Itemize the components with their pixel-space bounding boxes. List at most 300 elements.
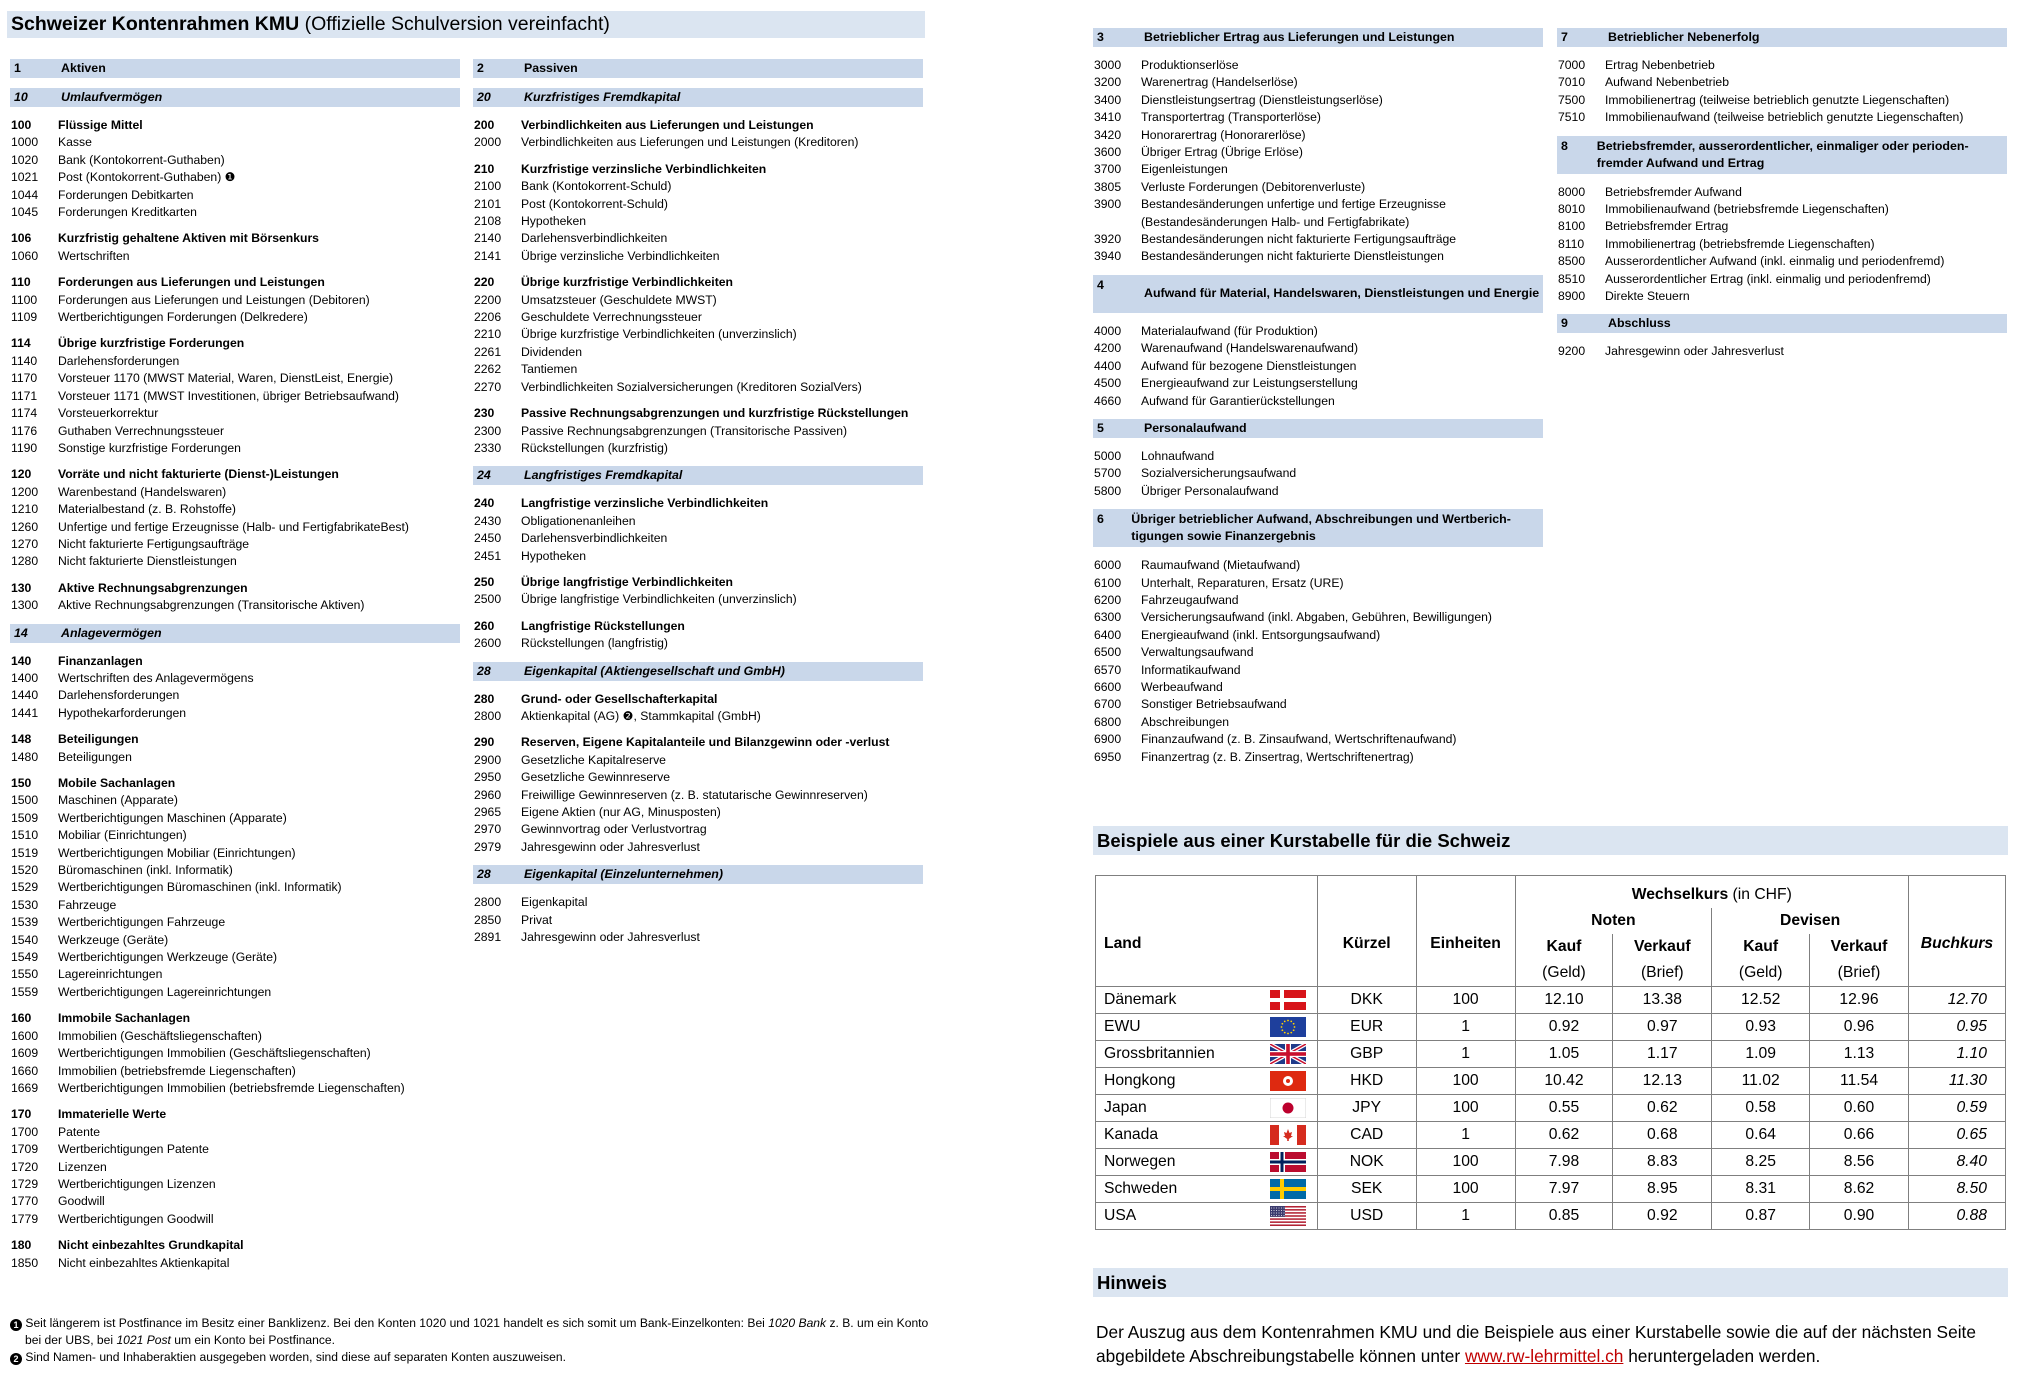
account-group (473, 618, 923, 653)
devisen-verkauf: 1.13 (1810, 1041, 1909, 1068)
account-number: 8900 (1558, 289, 1586, 304)
account-number: 7000 (1558, 58, 1586, 72)
currency-code: SEK (1317, 1176, 1416, 1203)
flag-cell (1259, 1095, 1317, 1122)
account-group-title: Mobile Sachanlagen (58, 776, 176, 790)
account-group-header (473, 734, 923, 751)
account-group (10, 580, 460, 615)
account-row (10, 388, 460, 405)
account-group-number: 120 (11, 467, 32, 482)
account-number: 1509 (11, 810, 39, 825)
account-group-header (473, 574, 923, 591)
account-name: Darlehensverbindlichkeiten (521, 531, 668, 546)
footnotes (10, 1315, 930, 1366)
account-number: 2900 (474, 752, 502, 767)
account-group-title: Nicht einbezahltes Grundkapital (58, 1238, 244, 1253)
devisen-kauf: 8.25 (1712, 1149, 1810, 1176)
account-name: Vorsteuer 1170 (MWST Material, Waren, DienstLeist, Energie) (58, 371, 394, 386)
account-name: Wertschriften des Anlagevermögens (58, 670, 254, 685)
account-row (473, 361, 923, 378)
account-name: Bestandesänderungen nicht fakturierte Dienstleistungen (1141, 249, 1444, 264)
account-name: Immobilienertrag (betriebsfremde Liegenschaften) (1605, 236, 1875, 251)
account-name: Wertschriften (58, 248, 130, 263)
account-name: Produktionserlöse (1141, 58, 1239, 72)
account-group-header (10, 731, 460, 748)
account-name: (Bestandesänderungen Halb- und Fertigfabrikate) (1141, 214, 1410, 229)
noten-verkauf: 0.62 (1613, 1095, 1712, 1122)
account-group-number: 100 (11, 118, 32, 132)
account-name: Übriger Personalaufwand (1141, 483, 1279, 498)
section-title: Betrieblicher Ertrag aus Lieferungen und Leistungen (1144, 30, 1455, 44)
flag-cell (1259, 1068, 1317, 1095)
account-row (10, 1211, 460, 1228)
account-row (10, 440, 460, 457)
account-number: 1140 (11, 353, 38, 368)
account-group-title: Reserven, Eigene Kapitalanteile und Bilanzgewinn oder -verlust (521, 735, 890, 750)
account-name: Kasse (58, 135, 92, 150)
account-number: 6200 (1094, 592, 1122, 607)
account-number: 3920 (1094, 232, 1122, 247)
account-row (473, 787, 923, 804)
noten-kauf: 0.85 (1515, 1203, 1613, 1230)
account-name: Unterhalt, Reparaturen, Ersatz (URE) (1141, 575, 1344, 590)
noten-verkauf: 8.83 (1613, 1149, 1712, 1176)
account-group-number: 250 (474, 574, 495, 589)
account-row (473, 230, 923, 247)
account-number: 6100 (1094, 575, 1122, 590)
account-name: Wertberichtigungen Immobilien (Geschäftsliegenschaften) (58, 1046, 371, 1061)
account-row (10, 1028, 460, 1045)
account-row (1557, 92, 2007, 109)
account-row (10, 1193, 460, 1210)
account-number: 1850 (11, 1255, 39, 1270)
account-row (473, 423, 923, 440)
account-group (10, 653, 460, 723)
section-number: 1 (14, 61, 21, 75)
header-wechselkurs (1515, 876, 1908, 909)
account-name: Versicherungsaufwand (inkl. Abgaben, Gebühren, Bewilligungen) (1141, 610, 1492, 625)
account-row (10, 484, 460, 501)
currency-code: USD (1317, 1203, 1416, 1230)
account-group-header (473, 117, 923, 134)
account-row (10, 1080, 460, 1097)
flag-cell (1259, 1149, 1317, 1176)
noten-verkauf: 8.95 (1613, 1176, 1712, 1203)
account-row (10, 862, 460, 879)
account-row (10, 984, 460, 1001)
account-group-number: 220 (474, 275, 495, 290)
account-row (473, 769, 923, 786)
buchkurs: 0.95 (1908, 1014, 2005, 1041)
account-group (10, 117, 460, 221)
table-row (1096, 1149, 2006, 1176)
account-group-header (10, 1237, 460, 1254)
page-title (7, 11, 925, 38)
account-number: 2850 (474, 912, 502, 927)
flag-eu-icon (1270, 1017, 1306, 1037)
account-group-title: Übrige kurzfristige Forderungen (58, 336, 245, 351)
account-name: Hypothekarforderungen (58, 705, 187, 720)
devisen-verkauf: 8.62 (1810, 1176, 1909, 1203)
account-group (10, 775, 460, 1001)
account-name: Hypotheken (521, 548, 587, 563)
account-group-title: Immobile Sachanlagen (58, 1011, 191, 1026)
account-number: 1200 (11, 484, 39, 499)
flag-se-icon (1270, 1179, 1306, 1199)
account-number: 1700 (11, 1124, 39, 1139)
section-number: 20 (477, 90, 491, 104)
buchkurs: 12.70 (1908, 987, 2005, 1014)
account-name: Rückstellungen (langfristig) (521, 636, 668, 651)
noten-kauf: 0.62 (1515, 1122, 1613, 1149)
units: 100 (1416, 1068, 1515, 1095)
account-group-number: 230 (474, 406, 495, 421)
account-row (10, 169, 460, 186)
account-row (10, 687, 460, 704)
account-name: Wertberichtigungen Maschinen (Apparate) (58, 810, 287, 825)
account-number: 2450 (474, 531, 502, 546)
account-row (10, 966, 460, 983)
account-name: Geschuldete Verrechnungssteuer (521, 310, 702, 325)
account-number: 1171 (11, 388, 38, 403)
section-number: 10 (14, 90, 28, 104)
account-group-header (473, 274, 923, 291)
account-row (10, 405, 460, 422)
account-number: 8510 (1558, 271, 1586, 286)
account-row (1093, 127, 1543, 144)
account-group-number: 130 (11, 580, 32, 595)
account-name: Obligationenanleihen (521, 513, 636, 528)
account-name: Nicht fakturierte Dienstleistungen (58, 554, 237, 569)
account-group-title: Aktive Rechnungsabgrenzungen (58, 580, 248, 595)
account-name: Materialaufwand (für Produktion) (1141, 323, 1318, 338)
account-row (473, 548, 923, 565)
account-number: 7510 (1558, 110, 1586, 125)
account-row (1093, 179, 1543, 196)
hinweis-link[interactable]: www.rw-lehrmittel.ch (1464, 1346, 1624, 1366)
section-bar (1093, 419, 1543, 438)
account-name: Raumaufwand (Mietaufwand) (1141, 558, 1301, 573)
devisen-kauf: 11.02 (1712, 1068, 1810, 1095)
account-group-number: 106 (11, 231, 32, 246)
account-row (1093, 696, 1543, 713)
account-name: Übrige kurzfristige Verbindlichkeiten (unverzinslich) (521, 327, 797, 342)
account-name: Aktienkapital (AG) ❷, Stammkapital (GmbH) (521, 708, 761, 723)
account-group-header (10, 335, 460, 352)
country-name: Norwegen (1096, 1149, 1260, 1176)
account-name: Darlehensforderungen (58, 353, 180, 368)
devisen-kauf: 0.64 (1712, 1122, 1810, 1149)
noten-verkauf: 0.68 (1613, 1122, 1712, 1149)
account-number: 1520 (11, 863, 39, 878)
country-name: Japan (1096, 1095, 1260, 1122)
account-number: 1174 (11, 406, 38, 421)
account-number: 3410 (1094, 110, 1122, 125)
account-row (473, 326, 923, 343)
hinweis-heading: Hinweis (1093, 1268, 2008, 1297)
account-number: 1480 (11, 749, 39, 764)
account-number: 1100 (11, 292, 38, 307)
flag-dk-icon (1270, 990, 1306, 1010)
country-name: Schweden (1096, 1176, 1260, 1203)
account-row (1093, 214, 1543, 231)
account-group (473, 574, 923, 609)
section-title: Kurzfristiges Fremdkapital (524, 90, 681, 104)
account-row (1093, 483, 1543, 500)
table-row (1096, 1122, 2006, 1149)
flag-cell (1259, 987, 1317, 1014)
account-number: 1669 (11, 1080, 39, 1095)
account-group-number: 240 (474, 496, 495, 511)
section-number: 3 (1097, 30, 1104, 44)
account-number: 6400 (1094, 627, 1122, 642)
account-name: Lizenzen (58, 1159, 107, 1174)
section-title: Aufwand für Material, Handelswaren, Dienstleistungen und Energie (1144, 286, 1540, 301)
account-number: 1540 (11, 932, 39, 947)
account-number: 5700 (1094, 466, 1122, 481)
footnote-1-text-d: 1021 Post (116, 1333, 171, 1347)
account-name: Abschreibungen (1141, 714, 1230, 729)
section-number: 5 (1097, 420, 1104, 435)
currency-code: DKK (1317, 987, 1416, 1014)
account-name: Energieaufwand zur Leistungserstellung (1141, 376, 1358, 391)
section-bar (1093, 275, 1543, 313)
account-row (1093, 358, 1543, 375)
noten-verkauf: 0.97 (1613, 1014, 1712, 1041)
account-number: 6950 (1094, 749, 1122, 764)
account-row (1557, 236, 2007, 253)
section-number: 14 (14, 625, 28, 640)
account-row (473, 178, 923, 195)
account-name: Verbindlichkeiten Sozialversicherungen (Kreditoren SozialVers) (521, 379, 862, 394)
account-row (1093, 248, 1543, 265)
account-name: Tantiemen (521, 362, 578, 377)
account-name: Gewinnvortrag oder Verlustvortrag (521, 822, 707, 837)
account-group-title: Übrige langfristige Verbindlichkeiten (521, 574, 733, 589)
account-row (1557, 218, 2007, 235)
account-group-number: 260 (474, 618, 495, 633)
account-number: 4400 (1094, 358, 1122, 373)
footnote-marker-2: 2 (10, 1353, 22, 1365)
account-number: 1530 (11, 897, 39, 912)
account-group (10, 335, 460, 457)
section-number: 24 (477, 468, 491, 483)
column-abschluss (1557, 28, 2007, 370)
account-name: Jahresgewinn oder Jahresverlust (521, 930, 700, 945)
account-number: 2330 (474, 440, 502, 455)
account-group (1557, 57, 2007, 127)
account-row (473, 344, 923, 361)
account-name: Gesetzliche Kapitalreserve (521, 752, 666, 767)
section-bar (473, 88, 923, 107)
account-row (10, 370, 460, 387)
account-row (473, 248, 923, 265)
header-einheiten: Einheiten (1416, 876, 1515, 987)
account-number: 3700 (1094, 162, 1122, 177)
account-group (10, 466, 460, 570)
account-name: Immobilien (betriebsfremde Liegenschaften) (58, 1063, 296, 1078)
account-number: 2108 (474, 214, 502, 229)
country-name: Grossbritannien (1096, 1041, 1260, 1068)
account-name: Aufwand für Garantierückstellungen (1141, 393, 1335, 408)
account-number: 3200 (1094, 75, 1122, 90)
page-title-sub: (Offizielle Schulversion vereinfacht) (299, 13, 610, 35)
account-row (10, 204, 460, 221)
account-number: 2600 (474, 636, 502, 651)
noten-kauf: 7.97 (1515, 1176, 1613, 1203)
devisen-verkauf: 12.96 (1810, 987, 1909, 1014)
account-name: Darlehensforderungen (58, 688, 180, 703)
account-number: 2979 (474, 839, 502, 854)
account-row (1093, 714, 1543, 731)
account-number: 1609 (11, 1046, 39, 1061)
account-name: Guthaben Verrechnungssteuer (58, 423, 225, 438)
account-row (1093, 196, 1543, 213)
account-row (10, 536, 460, 553)
account-number: 4660 (1094, 393, 1122, 408)
account-group-number: 210 (474, 161, 495, 176)
header-noten: Noten (1515, 908, 1712, 934)
table-row (1096, 1095, 2006, 1122)
account-row (1557, 201, 2007, 218)
account-number: 1260 (11, 519, 39, 534)
account-group (473, 894, 923, 946)
account-number: 2800 (474, 895, 502, 910)
account-row (1093, 557, 1543, 574)
account-number: 3420 (1094, 127, 1122, 142)
table-row (1096, 1068, 2006, 1095)
account-number: 1210 (11, 502, 39, 517)
account-number: 3000 (1094, 58, 1122, 72)
page-title-main: Schweizer Kontenrahmen KMU (11, 13, 300, 35)
account-number: 2100 (474, 179, 502, 194)
account-group-header (473, 691, 923, 708)
buchkurs: 8.40 (1908, 1149, 2005, 1176)
table-row (1096, 1041, 2006, 1068)
account-number: 2430 (474, 513, 502, 528)
account-number: 1109 (11, 310, 38, 325)
account-row (10, 670, 460, 687)
account-number: 4000 (1094, 323, 1122, 338)
account-name: Warenbestand (Handelswaren) (58, 484, 227, 499)
currency-code: EUR (1317, 1014, 1416, 1041)
account-group-number: 290 (474, 735, 495, 750)
account-row (1093, 323, 1543, 340)
account-group-header (10, 230, 460, 247)
account-name: Bestandesänderungen unfertige und fertige Erzeugnisse (1141, 197, 1446, 212)
account-row (1093, 627, 1543, 644)
account-name: Forderungen Debitkarten (58, 187, 194, 202)
noten-kauf: 0.55 (1515, 1095, 1613, 1122)
account-name: Immobilienaufwand (betriebsfremde Liegenschaften) (1605, 202, 1889, 217)
devisen-verkauf: 0.96 (1810, 1014, 1909, 1041)
account-name: Fahrzeuge (58, 897, 117, 912)
account-number: 3600 (1094, 145, 1122, 160)
account-row (1093, 592, 1543, 609)
section-title: Aktiven (61, 61, 106, 75)
account-number: 2500 (474, 592, 502, 607)
account-name: Finanzertrag (z. B. Zinsertrag, Wertschriftenertrag) (1141, 749, 1414, 764)
account-row (1093, 679, 1543, 696)
section-title: Übriger betrieblicher Aufwand, Abschreibungen und Wertberich-tigungen sowie Finanzergebnis (1131, 512, 1511, 544)
account-row (1093, 109, 1543, 126)
account-name: Dividenden (521, 344, 582, 359)
account-name: Wertberichtigungen Immobilien (betriebsfremde Liegenschaften) (58, 1080, 405, 1095)
section-bar (1557, 136, 2007, 174)
account-number: 2965 (474, 805, 502, 819)
account-name: Energieaufwand (inkl. Entsorgungsaufwand) (1141, 627, 1381, 642)
section-title: Eigenkapital (Aktiengesellschaft und GmbH) (524, 663, 785, 678)
account-row (1093, 731, 1543, 748)
account-group-header (10, 466, 460, 483)
account-group (10, 1237, 460, 1272)
account-row (10, 152, 460, 169)
currency-code: JPY (1317, 1095, 1416, 1122)
table-row (1096, 1014, 2006, 1041)
account-row (1093, 393, 1543, 410)
account-row (1093, 231, 1543, 248)
account-number: 4200 (1094, 341, 1122, 356)
column-passiven (473, 59, 923, 955)
section-title: Betrieblicher Nebenerfolg (1608, 30, 1760, 44)
account-name: Eigene Aktien (nur AG, Minusposten) (521, 805, 721, 819)
account-row (473, 752, 923, 769)
account-group (473, 274, 923, 396)
account-row (10, 1045, 460, 1062)
country-name: Kanada (1096, 1122, 1260, 1149)
flag-jp-icon (1270, 1098, 1306, 1118)
footnote-1-text-e: um ein Konto bei Postfinance. (170, 1333, 335, 1347)
account-row (1093, 161, 1543, 178)
account-row (1093, 375, 1543, 392)
account-group-number: 200 (474, 118, 495, 132)
account-row (473, 821, 923, 838)
account-name: Dienstleistungsertrag (Dienstleistungserlöse) (1141, 92, 1383, 107)
account-name: Jahresgewinn oder Jahresverlust (1605, 344, 1784, 359)
account-row (10, 1063, 460, 1080)
footnote-2-text: Sind Namen- und Inhaberaktien ausgegeben worden, sind diese auf separaten Konten auszuweisen. (25, 1350, 566, 1364)
account-row (1557, 271, 2007, 288)
account-number: 6000 (1094, 558, 1122, 573)
noten-verkauf: 1.17 (1613, 1041, 1712, 1068)
account-group-number: 148 (11, 732, 32, 747)
account-number: 1045 (11, 205, 39, 220)
account-number: 6570 (1094, 662, 1122, 677)
account-row (10, 1124, 460, 1141)
buchkurs: 8.50 (1908, 1176, 2005, 1203)
country-name: USA (1096, 1203, 1260, 1230)
account-group-number: 280 (474, 691, 495, 706)
buchkurs: 0.65 (1908, 1122, 2005, 1149)
account-group (1557, 184, 2007, 306)
account-name: Forderungen Kreditkarten (58, 205, 197, 220)
account-row (1093, 448, 1543, 465)
section-bar (1093, 28, 1543, 47)
account-number: 1559 (11, 984, 39, 999)
section-bar (473, 59, 923, 78)
account-group-header (10, 117, 460, 134)
account-name: Eigenkapital (521, 895, 588, 910)
account-row (1557, 57, 2007, 74)
footnote-1-text-b: 1020 Bank (768, 1316, 827, 1330)
table-header-row-1 (1096, 876, 2006, 909)
section-title: Personalaufwand (1144, 420, 1247, 435)
account-name: Maschinen (Apparate) (58, 793, 178, 808)
account-row (1093, 749, 1543, 766)
account-row (10, 949, 460, 966)
account-number: 3805 (1094, 179, 1122, 194)
account-row (10, 309, 460, 326)
